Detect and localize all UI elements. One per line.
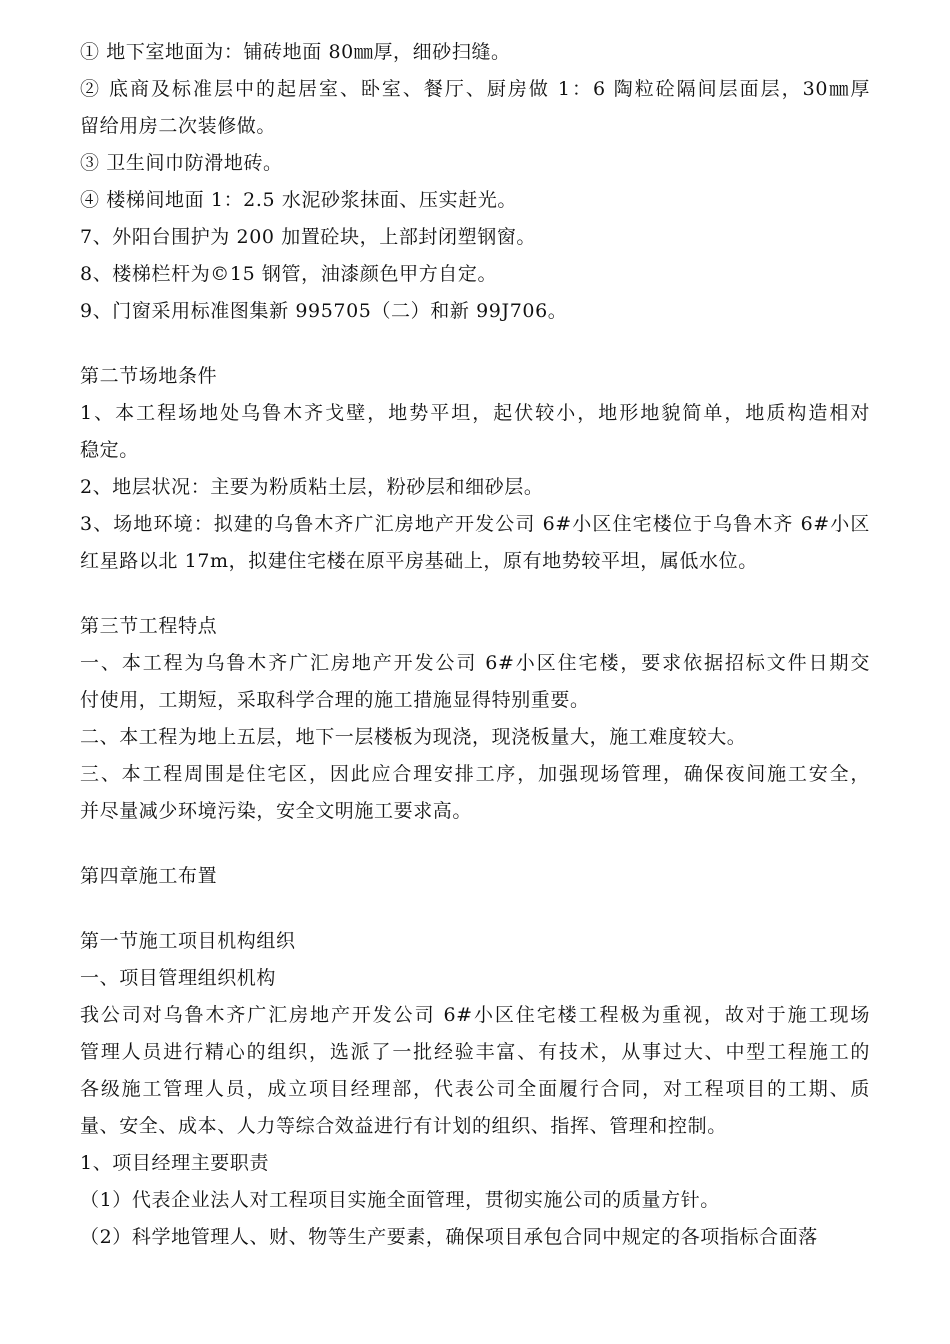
text-line: 1、本工程场地处乌鲁木齐戈壁，地势平坦，起伏较小，地形地貌简单，地质构造相对 bbox=[80, 402, 870, 424]
paragraph bbox=[80, 219, 870, 256]
text-line: 红星路以北 17m，拟建住宅楼在原平房基础上，原有地势较平坦，属低水位。 bbox=[80, 550, 758, 572]
paragraph bbox=[80, 34, 870, 71]
text-line: 第三节工程特点 bbox=[80, 615, 218, 637]
text-line: 付使用，工期短，采取科学合理的施工措施显得特别重要。 bbox=[80, 689, 590, 711]
text-line: 第二节场地条件 bbox=[80, 365, 218, 387]
paragraph bbox=[80, 1182, 870, 1219]
text-line: 2、地层状况：主要为粉质粘土层，粉砂层和细砂层。 bbox=[80, 476, 544, 498]
paragraph bbox=[80, 506, 870, 580]
text-line: 第一节施工项目机构组织 bbox=[80, 930, 296, 952]
text-line: 7、外阳台围护为 200 加置砼块，上部封闭塑钢窗。 bbox=[80, 226, 537, 248]
paragraph bbox=[80, 923, 870, 960]
paragraph-spacer bbox=[80, 830, 870, 858]
paragraph bbox=[80, 145, 870, 182]
paragraph bbox=[80, 182, 870, 219]
text-line: （2）科学地管理人、财、物等生产要素，确保项目承包合同中规定的各项指标合面落 bbox=[80, 1226, 818, 1248]
text-line: ① 地下室地面为：铺砖地面 80㎜厚，细砂扫缝。 bbox=[80, 41, 511, 63]
text-line: 留给用房二次装修做。 bbox=[80, 115, 277, 137]
text-line: 并尽量减少环境污染，安全文明施工要求高。 bbox=[80, 800, 473, 822]
text-line: 3、场地环境：拟建的乌鲁木齐广汇房地产开发公司 6#小区住宅楼位于乌鲁木齐 6#小区 bbox=[80, 513, 870, 535]
text-line: 9、门窗采用标准图集新 995705（二）和新 99J706。 bbox=[80, 300, 568, 322]
text-line: 一、项目管理组织机构 bbox=[80, 967, 277, 989]
paragraph bbox=[80, 469, 870, 506]
paragraph bbox=[80, 997, 870, 1145]
text-line: 三、本工程周围是住宅区，因此应合理安排工序，加强现场管理，确保夜间施工安全， bbox=[80, 763, 870, 785]
document-page bbox=[80, 34, 870, 1256]
paragraph-spacer bbox=[80, 330, 870, 358]
text-line: 8、楼梯栏杆为©15 钢管，油漆颜色甲方自定。 bbox=[80, 263, 498, 285]
paragraph bbox=[80, 293, 870, 330]
paragraph bbox=[80, 719, 870, 756]
text-line: （1）代表企业法人对工程项目实施全面管理，贯彻实施公司的质量方针。 bbox=[80, 1189, 720, 1211]
text-line: 管理人员进行精心的组织，选派了一批经验丰富、有技术，从事过大、中型工程施工的 bbox=[80, 1041, 870, 1063]
paragraph bbox=[80, 608, 870, 645]
text-line: 量、安全、成本、人力等综合效益进行有计划的组织、指挥、管理和控制。 bbox=[80, 1115, 727, 1137]
paragraph bbox=[80, 358, 870, 395]
text-line: 1、项目经理主要职责 bbox=[80, 1152, 270, 1174]
paragraph bbox=[80, 858, 870, 895]
text-line: ③ 卫生间巾防滑地砖。 bbox=[80, 152, 283, 174]
text-line: 稳定。 bbox=[80, 439, 139, 461]
paragraph-spacer bbox=[80, 895, 870, 923]
paragraph bbox=[80, 645, 870, 719]
text-line: 第四章施工布置 bbox=[80, 865, 218, 887]
text-line: 一、本工程为乌鲁木齐广汇房地产开发公司 6#小区住宅楼，要求依据招标文件日期交 bbox=[80, 652, 870, 674]
text-line: 各级施工管理人员，成立项目经理部，代表公司全面履行合同，对工程项目的工期、质 bbox=[80, 1078, 870, 1100]
paragraph bbox=[80, 256, 870, 293]
text-line: ② 底商及标准层中的起居室、卧室、餐厅、厨房做 1：6 陶粒砼隔间层面层，30㎜厚 bbox=[80, 78, 870, 100]
text-line: ④ 楼梯间地面 1：2.5 水泥砂浆抹面、压实赶光。 bbox=[80, 189, 518, 211]
paragraph bbox=[80, 71, 870, 145]
text-line: 二、本工程为地上五层，地下一层楼板为现浇，现浇板量大，施工难度较大。 bbox=[80, 726, 747, 748]
paragraph bbox=[80, 1145, 870, 1182]
paragraph-spacer bbox=[80, 580, 870, 608]
paragraph bbox=[80, 756, 870, 830]
text-line: 我公司对乌鲁木齐广汇房地产开发公司 6#小区住宅楼工程极为重视，故对于施工现场 bbox=[80, 1004, 870, 1026]
paragraph bbox=[80, 395, 870, 469]
paragraph bbox=[80, 960, 870, 997]
paragraph bbox=[80, 1219, 870, 1256]
